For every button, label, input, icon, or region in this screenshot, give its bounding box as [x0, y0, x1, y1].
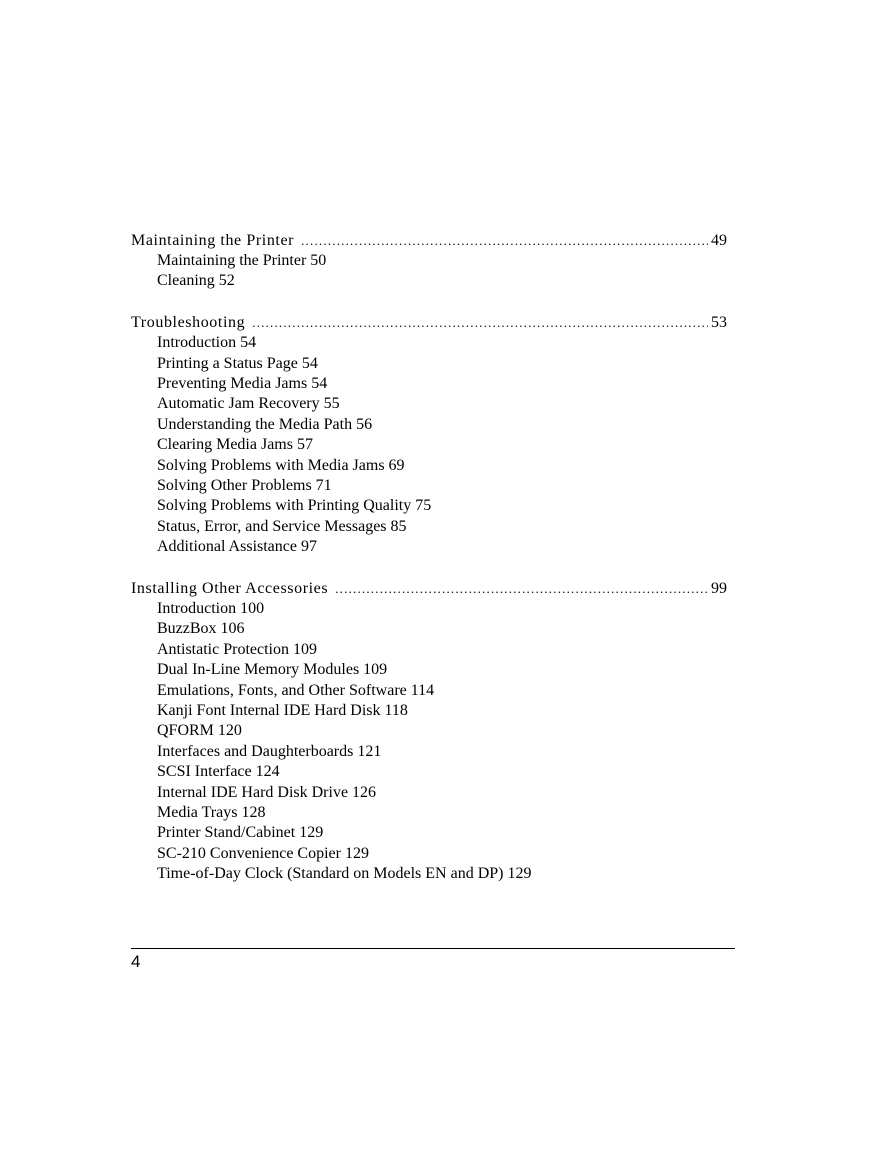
toc-section-page: 99	[711, 580, 727, 598]
table-of-contents	[131, 230, 727, 905]
dot-leader	[301, 230, 708, 251]
toc-entry[interactable]: Introduction 54	[157, 334, 257, 352]
toc-section-heading[interactable]	[131, 578, 727, 599]
dot-leader	[335, 578, 708, 599]
toc-section-title: Maintaining the Printer	[131, 232, 295, 249]
toc-section-page: 53	[711, 314, 727, 332]
toc-section-title: Troubleshooting	[131, 314, 246, 332]
toc-entry[interactable]: Understanding the Media Path 56	[157, 415, 373, 433]
toc-section	[131, 578, 727, 884]
toc-entry[interactable]: Clearing Media Jams 57	[157, 436, 313, 454]
toc-section	[131, 230, 727, 292]
toc-section	[131, 312, 727, 557]
toc-entry[interactable]: Maintaining the Printer 50	[157, 252, 327, 269]
toc-section-title: Installing Other Accessories	[131, 580, 329, 598]
toc-entry[interactable]: Solving Other Problems 71	[157, 477, 332, 495]
toc-entry[interactable]: BuzzBox 106	[157, 620, 245, 638]
toc-entry[interactable]: Time-of-Day Clock (Standard on Models EN and DP) 129	[157, 865, 532, 883]
toc-entry[interactable]: SCSI Interface 124	[157, 763, 280, 781]
toc-entry[interactable]: Preventing Media Jams 54	[157, 375, 328, 393]
dot-leader	[252, 312, 708, 333]
toc-entry[interactable]: Status, Error, and Service Messages 85	[157, 517, 407, 535]
toc-section-heading[interactable]	[131, 230, 727, 251]
toc-section-heading[interactable]	[131, 312, 727, 333]
toc-entry[interactable]: QFORM 120	[157, 722, 242, 740]
toc-section-page: 49	[711, 232, 727, 249]
toc-entry[interactable]: Automatic Jam Recovery 55	[157, 395, 340, 413]
toc-entry[interactable]: Solving Problems with Printing Quality 75	[157, 497, 432, 515]
toc-entry[interactable]: Cleaning 52	[157, 272, 235, 290]
toc-entry[interactable]: Antistatic Protection 109	[157, 640, 317, 658]
toc-entry[interactable]: Interfaces and Daughterboards 121	[157, 742, 382, 760]
footer-rule	[131, 948, 735, 949]
toc-entry[interactable]: Printing a Status Page 54	[157, 354, 318, 372]
toc-entry[interactable]: Emulations, Fonts, and Other Software 114	[157, 681, 435, 699]
toc-entry[interactable]: Internal IDE Hard Disk Drive 126	[157, 783, 377, 801]
toc-entry[interactable]: Printer Stand/Cabinet 129	[157, 824, 324, 842]
toc-entry[interactable]: Kanji Font Internal IDE Hard Disk 118	[157, 702, 408, 720]
toc-entry[interactable]: Dual In-Line Memory Modules 109	[157, 661, 388, 679]
toc-entry[interactable]: Media Trays 128	[157, 803, 266, 821]
page-number: 4	[131, 952, 141, 971]
toc-entry[interactable]: Introduction 100	[157, 600, 265, 618]
toc-entry[interactable]: Additional Assistance 97	[157, 538, 317, 556]
toc-entry[interactable]: Solving Problems with Media Jams 69	[157, 456, 405, 474]
toc-entry[interactable]: SC-210 Convenience Copier 129	[157, 844, 369, 862]
